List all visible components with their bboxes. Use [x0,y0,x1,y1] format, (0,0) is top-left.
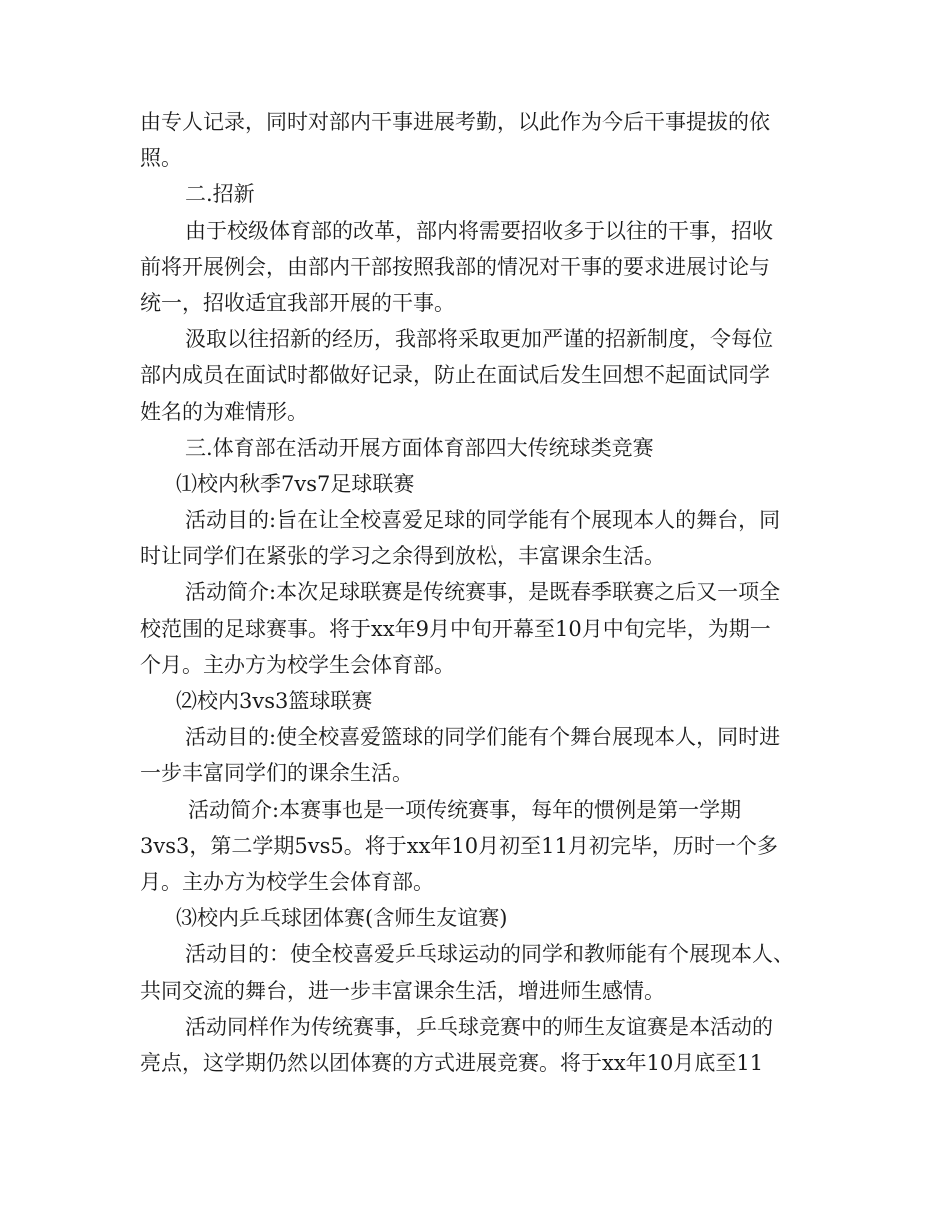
text-line: 3vs3，第二学期5vs5。将于xx年10月初至11月初完毕，历时一个多 [140,833,778,858]
text-line: 部内成员在面试时都做好记录，防止在面试后发生回想不起面试同学 [140,363,770,388]
text-line: 照。 [140,146,182,171]
text-line: 活动简介:本次足球联赛是传统赛事，是既春季联赛之后又一项全 [185,580,781,605]
subheading-basketball: ⑵校内3vs3篮球联赛 [176,689,373,713]
text-line: 月。主办方为校学生会体育部。 [140,869,434,894]
text-line: 亮点，这学期仍然以团体赛的方式进展竞赛。将于xx年10月底至11 [140,1050,764,1075]
text-line: 个月。主办方为校学生会体育部。 [140,652,455,677]
text-line: 活动目的：使全校喜爱乒乓球运动的同学和教师能有个展现本人、 [185,942,794,967]
text-line: 活动简介:本赛事也是一项传统赛事，每年的惯例是第一学期 [188,797,742,822]
text-line: 共同交流的舞台，进一步丰富课余生活，增进师生感情。 [140,978,665,1003]
text-line: 活动同样作为传统赛事，乒乓球竞赛中的师生友谊赛是本活动的 [185,1014,773,1039]
text-line: 活动目的:旨在让全校喜爱足球的同学能有个展现本人的舞台，同 [185,508,781,533]
text-line: 由于校级体育部的改革，部内将需要招收多于以往的干事，招收 [185,218,773,243]
section-heading-recruitment: 二.招新 [185,182,255,207]
text-line: 姓名的为难情形。 [140,399,308,424]
text-line: 时让同学们在紧张的学习之余得到放松，丰富课余生活。 [140,544,665,569]
text-line: 汲取以往招新的经历，我部将采取更加严谨的招新制度，令每位 [185,327,773,352]
text-line: 由专人记录，同时对部内干事进展考勤，以此作为今后干事提拔的依 [140,110,770,134]
text-line: 活动目的:使全校喜爱篮球的同学们能有个舞台展现本人，同时进 [185,725,781,750]
section-heading-activities: 三.体育部在活动开展方面体育部四大传统球类竞赛 [185,435,654,460]
text-line: 一步丰富同学们的课余生活。 [140,761,413,786]
subheading-football: ⑴校内秋季7vs7足球联赛 [176,471,415,496]
subheading-table-tennis: ⑶校内乒乓球团体赛(含师生友谊赛) [176,906,508,931]
text-line: 校范围的足球赛事。将于xx年9月中旬开幕至10月中旬完毕，为期一 [140,616,771,641]
document-body [140,104,812,1081]
text-line: 统一，招收适宜我部开展的干事。 [140,290,455,315]
text-line: 前将开展例会，由部内干部按照我部的情况对干事的要求进展讨论与 [140,254,770,279]
